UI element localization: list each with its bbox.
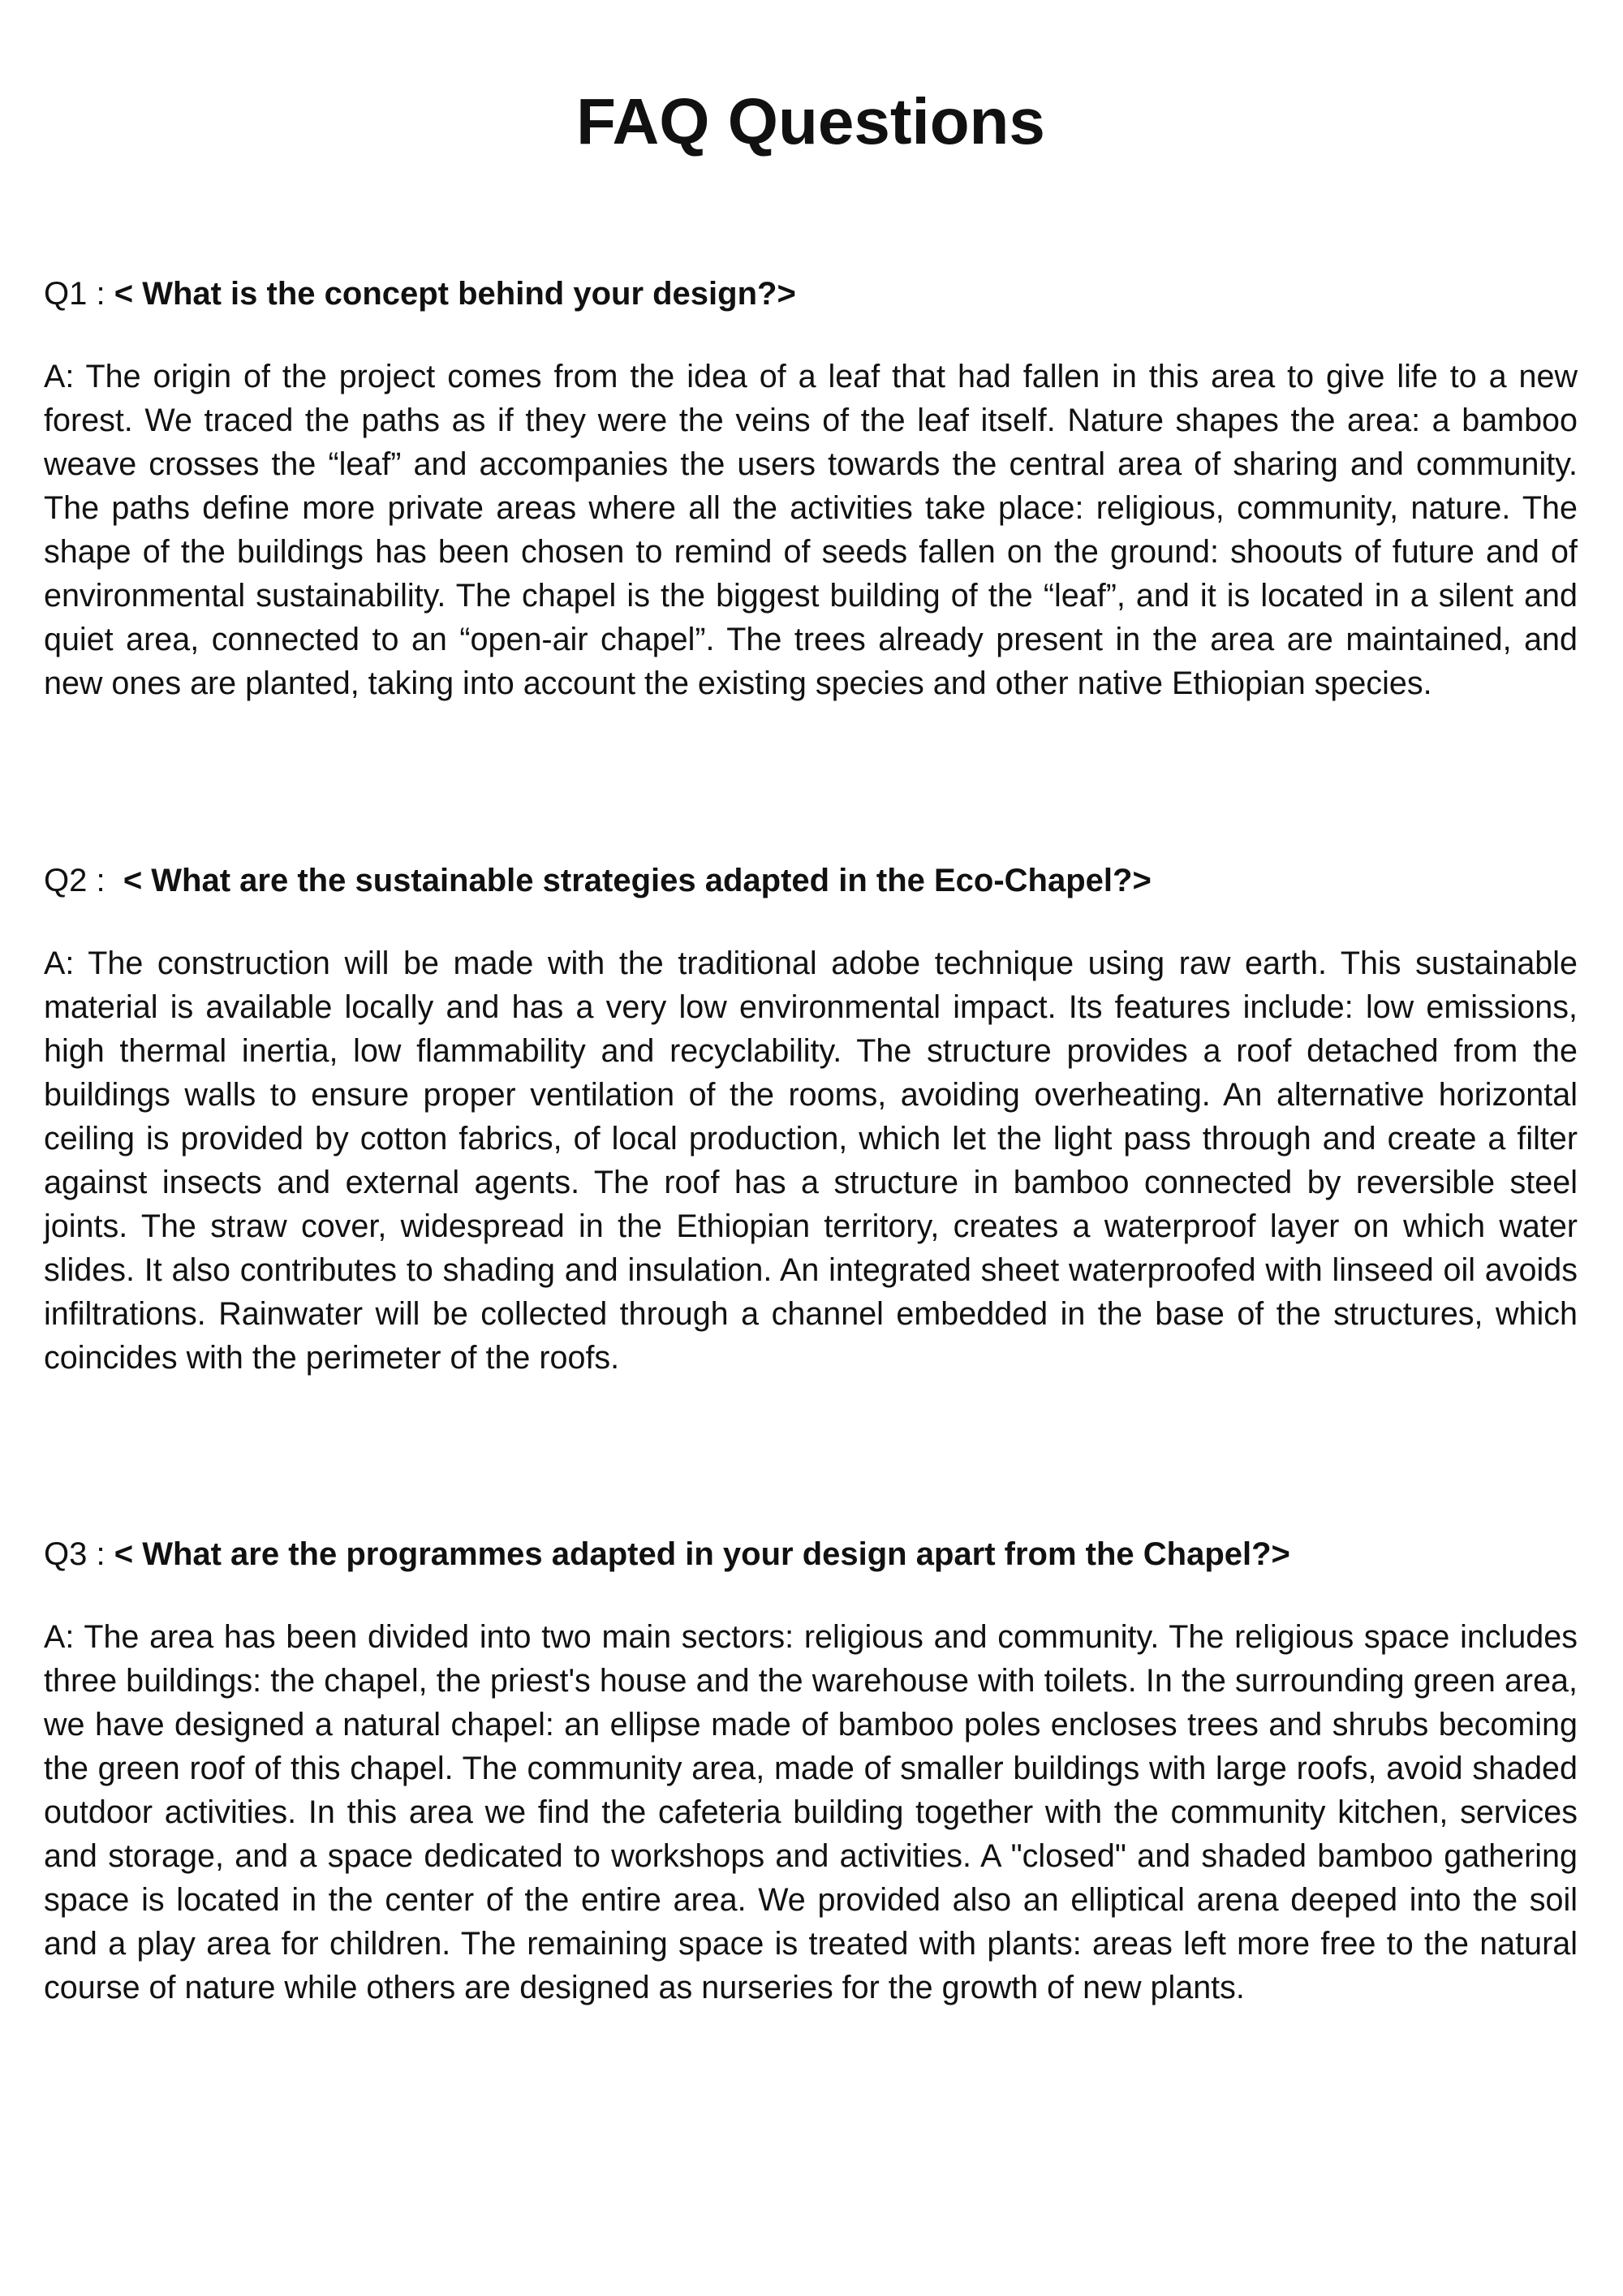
question-2-number: Q2 : [44, 863, 105, 898]
question-1-number: Q1 : [44, 276, 105, 312]
faq-item-3 [44, 1534, 1578, 2010]
page-title: FAQ Questions [576, 85, 1045, 157]
answer-3: A: The area has been divided into two main sectors: religious and community. The religious space includes three buildings: the chapel, the priest's house and the warehouse with toilets. In the surrounding green area, we have designed a natural chapel: an ellipse made of bamboo poles encloses trees and shrubs becoming the green roof of this chapel. The community area, made of smaller buildings with large roofs, avoid shaded outdoor activities. In this area we find the cafeteria building together with the community kitchen, services and storage, and a space dedicated to workshops and activities. A "closed" and shaded bamboo gathering space is located in the center of the entire area. We provided also an elliptical arena deeped into the soil and a play area for children. The remaining space is treated with plants: areas left more free to the natural course of nature while others are designed as nurseries for the growth of new plants. [44, 1619, 1578, 2005]
faq-item-1 [44, 274, 1578, 705]
question-3-number: Q3 : [44, 1536, 105, 1572]
answer-1: A: The origin of the project comes from the idea of a leaf that had fallen in this area to give life to a new forest. We traced the paths as if they were the veins of the leaf itself. Nature shapes the area: a bamboo weave crosses the “leaf” and accompanies the users towards the central area of sharing and community. The paths define more private areas where all the activities take place: religious, community, nature. The shape of the buildings has been chosen to remind of seeds fallen on the ground: shoouts of future and of environmental sustainability. The chapel is the biggest building of the “leaf”, and it is located in a silent and quiet area, connected to an “open-air chapel”. The trees already present in the area are maintained, and new ones are planted, taking into account the existing species and other native Ethiopian species. [44, 359, 1578, 701]
question-3 [44, 1534, 1578, 1574]
question-1-text: < What is the concept behind your design?> [114, 276, 796, 312]
question-2-text: < What are the sustainable strategies adapted in the Eco-Chapel?> [123, 863, 1152, 898]
question-3-text: < What are the programmes adapted in your design apart from the Chapel?> [114, 1536, 1290, 1572]
question-1 [44, 274, 1578, 314]
question-2 [44, 860, 1578, 901]
faq-item-2 [44, 860, 1578, 1380]
answer-2: A: The construction will be made with the traditional adobe technique using raw earth. This sustainable material is available locally and has a very low environmental impact. Its features include: low emissions, high thermal inertia, low flammability and recyclability. The structure provides a roof detached from the buildings walls to ensure proper ventilation of the rooms, avoiding overheating. An alternative horizontal ceiling is provided by cotton fabrics, of local production, which let the light pass through and create a filter against insects and external agents. The roof has a structure in bamboo connected by reversible steel joints. The straw cover, widespread in the Ethiopian territory, creates a waterproof layer on which water slides. It also contributes to shading and insulation. An integrated sheet waterproofed with linseed oil avoids infiltrations. Rainwater will be collected through a channel embedded in the base of the structures, which coincides with the perimeter of the roofs. [44, 946, 1578, 1376]
